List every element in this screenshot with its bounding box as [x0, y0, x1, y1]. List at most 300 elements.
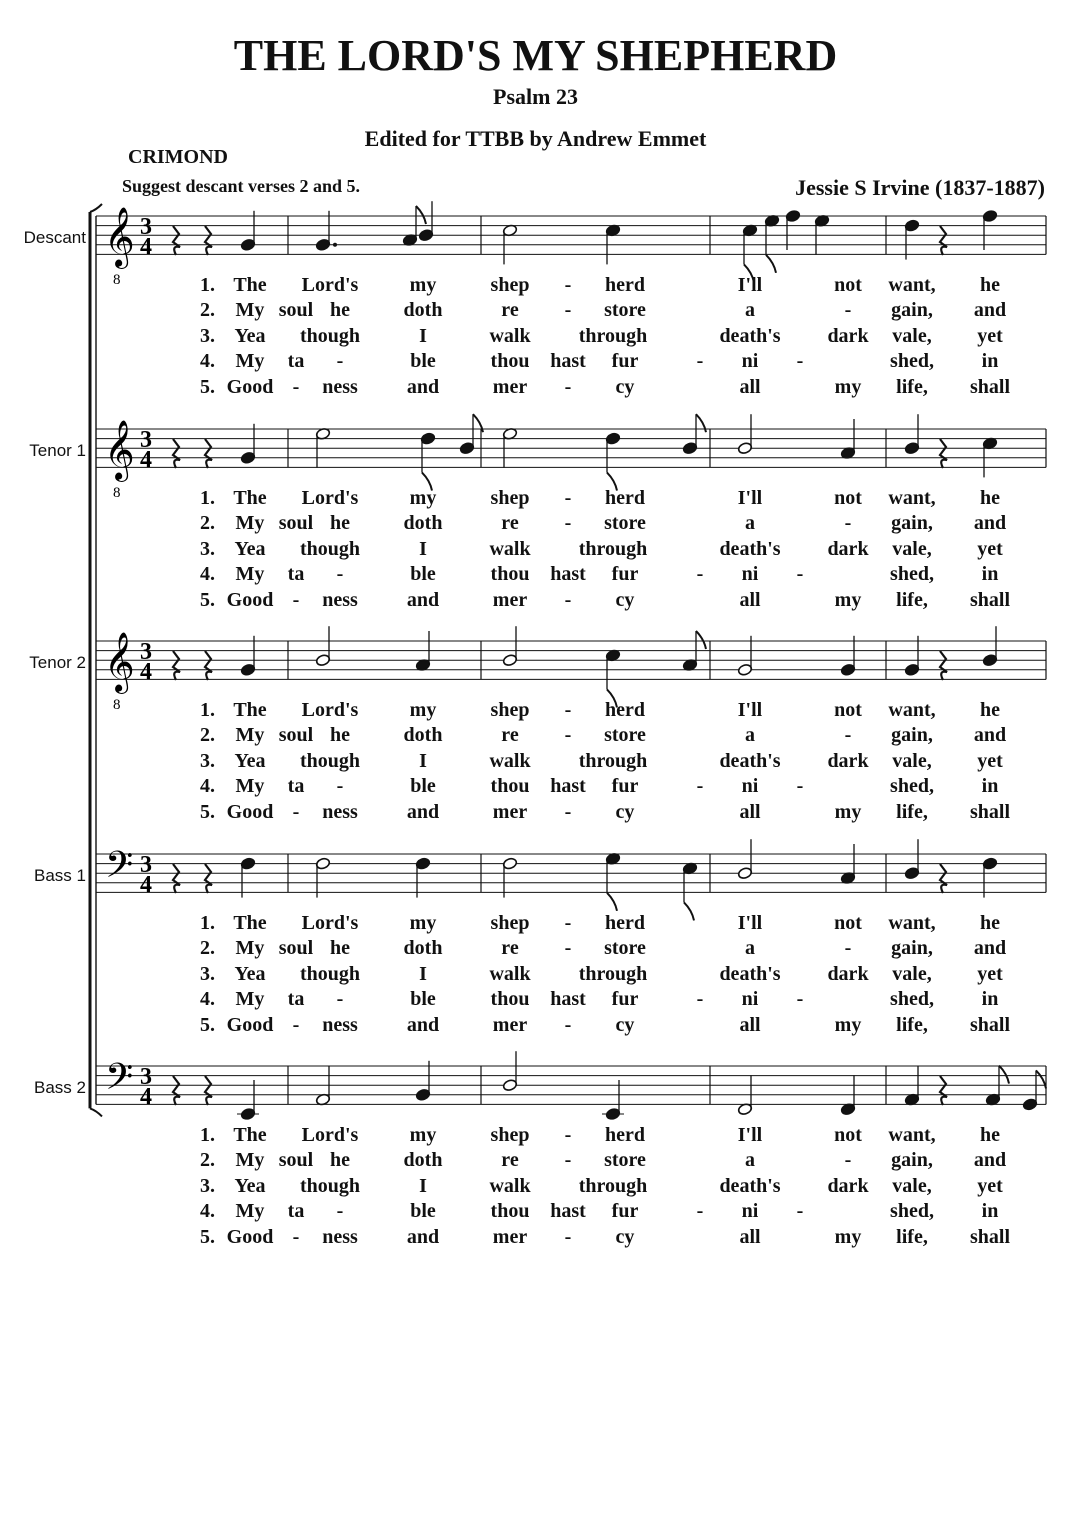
verse-number: 5.: [200, 1225, 215, 1248]
treble-clef-icon: 𝄞: [104, 420, 135, 480]
flag: [999, 1066, 1009, 1084]
lyric-syllable: a: [745, 299, 755, 322]
lyric-syllable: hast: [550, 988, 586, 1011]
lyric-syllable: ble: [410, 563, 436, 586]
lyric-syllable: fur: [611, 775, 639, 798]
lyric-syllable: dark: [827, 324, 869, 347]
lyric-syllable: dark: [827, 962, 869, 985]
lyric-syllable: yet: [977, 537, 1003, 560]
lyric-syllable: -: [796, 775, 804, 798]
lyric-syllable: through: [578, 1174, 648, 1197]
part-label: Tenor 1: [29, 441, 86, 460]
lyric-syllable: he: [330, 1149, 350, 1172]
lyric-syllable: and: [973, 299, 1007, 322]
lyric-syllable: thou: [490, 350, 530, 373]
lyric-syllable: in: [981, 775, 999, 798]
lyric-syllable: gain,: [891, 937, 933, 960]
lyric-syllable: Lord's: [301, 274, 359, 296]
lyric-syllable: in: [981, 988, 999, 1011]
lyric-syllable: he: [980, 487, 1000, 509]
quarter-rest-icon: [173, 1076, 180, 1105]
verse-number: 1.: [200, 274, 215, 296]
editor-credit: Edited for TTBB by Andrew Emmet: [364, 126, 707, 151]
verse-number: 2.: [200, 299, 215, 322]
verse-number: 4.: [200, 350, 215, 373]
lyric-syllable: Yea: [234, 1174, 266, 1197]
quarter-rest-icon: [940, 226, 947, 255]
lyric-syllable: my: [834, 800, 862, 823]
lyric-syllable: ness: [322, 375, 358, 398]
quarter-rest-icon: [205, 651, 212, 680]
lyric-syllable: hast: [550, 350, 586, 373]
lyric-syllable: vale,: [892, 537, 932, 560]
lyric-syllable: store: [604, 299, 646, 322]
time-sig-bottom: 4: [140, 659, 152, 685]
lyric-syllable: all: [739, 1013, 761, 1036]
lyric-syllable: life,: [896, 800, 928, 823]
time-sig-top: 3: [140, 214, 152, 240]
lyric-syllable: he: [980, 1124, 1000, 1146]
lyric-syllable: all: [739, 588, 761, 611]
lyric-syllable: fur: [611, 988, 639, 1011]
lyric-syllable: vale,: [892, 1174, 932, 1197]
lyric-syllable: -: [336, 775, 344, 798]
lyric-syllable: I'll: [737, 699, 763, 721]
part-label: Bass 1: [34, 866, 86, 885]
lyric-syllable: -: [564, 487, 572, 509]
lyric-syllable: ble: [410, 775, 436, 798]
verse-number: 2.: [200, 1149, 215, 1172]
lyric-syllable: soul: [278, 1149, 314, 1172]
lyric-syllable: shed,: [890, 1200, 934, 1223]
lyric-syllable: -: [292, 1225, 300, 1248]
lyric-syllable: want,: [888, 1124, 936, 1146]
lyric-syllable: hast: [550, 1200, 586, 1223]
verse-number: 5.: [200, 800, 215, 823]
quarter-rest-icon: [205, 864, 212, 893]
lyric-syllable: shall: [969, 375, 1011, 398]
bracket-top-hook: [90, 204, 102, 212]
lyric-syllable: -: [844, 1149, 852, 1172]
lyric-syllable: he: [330, 724, 350, 747]
quarter-rest-icon: [173, 226, 180, 255]
lyric-syllable: thou: [490, 1200, 530, 1223]
lyric-syllable: walk: [489, 749, 531, 772]
lyric-syllable: my: [834, 375, 862, 398]
lyric-syllable: dark: [827, 537, 869, 560]
lyric-syllable: I: [419, 962, 427, 985]
lyric-syllable: herd: [605, 274, 645, 296]
lyric-syllable: -: [844, 512, 852, 535]
lyric-syllable: in: [981, 563, 999, 586]
lyric-syllable: he: [980, 274, 1000, 296]
lyric-syllable: The: [233, 274, 267, 296]
verse-number: 3.: [200, 1174, 215, 1197]
lyric-syllable: I'll: [737, 274, 763, 296]
lyric-syllable: my: [409, 912, 437, 934]
lyric-syllable: a: [745, 937, 755, 960]
time-sig-top: 3: [140, 1064, 152, 1090]
lyric-syllable: fur: [611, 1200, 639, 1223]
lyric-syllable: my: [834, 588, 862, 611]
lyric-syllable: not: [834, 274, 862, 296]
lyric-syllable: herd: [605, 699, 645, 721]
lyric-syllable: my: [409, 274, 437, 296]
lyric-syllable: ta: [287, 1200, 305, 1223]
verse-number: 1.: [200, 699, 215, 721]
lyric-syllable: death's: [719, 749, 781, 772]
lyric-syllable: ni: [741, 1200, 759, 1223]
lyric-syllable: cy: [615, 1013, 635, 1036]
lyric-syllable: Lord's: [301, 699, 359, 721]
lyric-syllable: ness: [322, 800, 358, 823]
treble-clef-icon: 𝄞: [104, 632, 135, 692]
lyric-syllable: cy: [615, 800, 635, 823]
lyric-syllable: ni: [741, 775, 759, 798]
lyric-syllable: and: [973, 724, 1007, 747]
lyric-syllable: Lord's: [301, 1124, 359, 1146]
lyric-syllable: shall: [969, 1225, 1011, 1248]
lyric-syllable: and: [406, 1225, 440, 1248]
lyric-syllable: re: [501, 512, 519, 535]
lyric-syllable: -: [336, 988, 344, 1011]
verse-number: 4.: [200, 1200, 215, 1223]
lyric-syllable: shep: [490, 487, 530, 509]
lyric-syllable: soul: [278, 724, 314, 747]
time-sig-bottom: 4: [140, 447, 152, 473]
lyric-syllable: death's: [719, 1174, 781, 1197]
flag: [416, 206, 426, 224]
quarter-rest-icon: [940, 864, 947, 893]
lyric-syllable: My: [235, 512, 265, 535]
lyric-syllable: gain,: [891, 724, 933, 747]
lyric-syllable: ness: [322, 1013, 358, 1036]
lyric-syllable: my: [834, 1225, 862, 1248]
lyric-syllable: death's: [719, 962, 781, 985]
lyric-syllable: through: [578, 537, 648, 560]
lyric-syllable: -: [336, 563, 344, 586]
lyric-syllable: hast: [550, 563, 586, 586]
lyric-syllable: in: [981, 350, 999, 373]
lyric-syllable: -: [564, 588, 572, 611]
lyric-syllable: -: [696, 1200, 704, 1223]
lyric-syllable: though: [299, 537, 361, 560]
lyric-syllable: -: [564, 512, 572, 535]
lyric-syllable: shep: [490, 912, 530, 934]
octave-eight: 8: [113, 272, 121, 288]
lyric-syllable: shep: [490, 274, 530, 296]
lyric-syllable: soul: [278, 299, 314, 322]
lyric-syllable: herd: [605, 912, 645, 934]
lyric-syllable: shep: [490, 699, 530, 721]
lyric-syllable: -: [564, 1013, 572, 1036]
lyric-syllable: cy: [615, 375, 635, 398]
lyric-syllable: want,: [888, 487, 936, 509]
lyric-syllable: a: [745, 724, 755, 747]
lyric-syllable: -: [564, 699, 572, 721]
lyric-syllable: vale,: [892, 749, 932, 772]
lyric-syllable: doth: [403, 1149, 443, 1172]
verse-number: 1.: [200, 487, 215, 509]
time-sig-bottom: 4: [140, 1084, 152, 1110]
lyric-syllable: all: [739, 800, 761, 823]
lyric-syllable: -: [696, 775, 704, 798]
lyric-syllable: fur: [611, 350, 639, 373]
lyric-syllable: The: [233, 1124, 267, 1146]
lyric-syllable: Good: [226, 375, 274, 398]
verse-number: 3.: [200, 324, 215, 347]
quarter-rest-icon: [205, 439, 212, 468]
quarter-rest-icon: [940, 1076, 947, 1105]
lyric-syllable: Good: [226, 1225, 274, 1248]
lyric-syllable: ni: [741, 563, 759, 586]
lyric-syllable: mer: [492, 1013, 528, 1036]
lyric-syllable: all: [739, 375, 761, 398]
lyric-syllable: thou: [490, 775, 530, 798]
lyric-syllable: herd: [605, 487, 645, 509]
lyric-syllable: walk: [489, 537, 531, 560]
verse-number: 1.: [200, 912, 215, 934]
lyric-syllable: ni: [741, 988, 759, 1011]
lyric-syllable: dark: [827, 749, 869, 772]
verse-number: 2.: [200, 512, 215, 535]
lyric-syllable: fur: [611, 563, 639, 586]
lyric-syllable: I'll: [737, 912, 763, 934]
flag: [684, 902, 694, 920]
lyric-syllable: ta: [287, 563, 305, 586]
lyric-syllable: thou: [490, 988, 530, 1011]
lyric-syllable: ble: [410, 988, 436, 1011]
lyric-syllable: yet: [977, 962, 1003, 985]
lyric-syllable: ble: [410, 1200, 436, 1223]
lyric-syllable: vale,: [892, 962, 932, 985]
lyric-syllable: Lord's: [301, 912, 359, 934]
lyric-syllable: -: [696, 350, 704, 373]
lyric-syllable: -: [292, 375, 300, 398]
lyric-syllable: my: [409, 487, 437, 509]
lyric-syllable: -: [564, 1124, 572, 1146]
octave-eight: 8: [113, 485, 121, 501]
lyric-syllable: I'll: [737, 1124, 763, 1146]
lyric-syllable: through: [578, 962, 648, 985]
time-sig-top: 3: [140, 852, 152, 878]
lyric-syllable: Good: [226, 588, 274, 611]
lyric-syllable: doth: [403, 299, 443, 322]
lyric-syllable: mer: [492, 800, 528, 823]
flag: [696, 631, 706, 649]
lyric-syllable: shed,: [890, 350, 934, 373]
flag: [607, 893, 617, 911]
lyric-syllable: doth: [403, 512, 443, 535]
lyric-syllable: and: [973, 1149, 1007, 1172]
verse-number: 4.: [200, 775, 215, 798]
lyric-syllable: Good: [226, 1013, 274, 1036]
lyric-syllable: My: [235, 299, 265, 322]
lyric-syllable: Yea: [234, 324, 266, 347]
lyric-syllable: store: [604, 724, 646, 747]
lyric-syllable: my: [834, 1013, 862, 1036]
lyric-syllable: The: [233, 912, 267, 934]
quarter-rest-icon: [173, 439, 180, 468]
lyric-syllable: -: [844, 724, 852, 747]
lyric-syllable: a: [745, 1149, 755, 1172]
lyric-syllable: a: [745, 512, 755, 535]
lyric-syllable: gain,: [891, 299, 933, 322]
time-sig-bottom: 4: [140, 234, 152, 260]
lyric-syllable: The: [233, 487, 267, 509]
lyric-syllable: mer: [492, 375, 528, 398]
composer-credit: Jessie S Irvine (1837-1887): [795, 175, 1045, 200]
lyric-syllable: gain,: [891, 512, 933, 535]
lyric-syllable: re: [501, 1149, 519, 1172]
lyric-syllable: my: [409, 699, 437, 721]
lyric-syllable: cy: [615, 1225, 635, 1248]
lyric-syllable: he: [330, 937, 350, 960]
quarter-rest-icon: [173, 651, 180, 680]
lyric-syllable: -: [796, 350, 804, 373]
lyric-syllable: -: [564, 800, 572, 823]
verse-number: 1.: [200, 1124, 215, 1146]
lyric-syllable: -: [564, 1149, 572, 1172]
lyric-syllable: Yea: [234, 537, 266, 560]
lyric-syllable: ness: [322, 588, 358, 611]
lyric-syllable: not: [834, 1124, 862, 1146]
verse-number: 2.: [200, 937, 215, 960]
lyric-syllable: shep: [490, 1124, 530, 1146]
lyric-syllable: -: [292, 588, 300, 611]
lyric-syllable: want,: [888, 699, 936, 721]
lyric-syllable: My: [235, 563, 265, 586]
dot: [333, 243, 337, 247]
lyric-syllable: I'll: [737, 487, 763, 509]
lyric-syllable: My: [235, 937, 265, 960]
lyric-syllable: -: [796, 563, 804, 586]
lyric-syllable: and: [406, 588, 440, 611]
lyric-syllable: re: [501, 299, 519, 322]
lyric-syllable: shall: [969, 1013, 1011, 1036]
lyric-syllable: yet: [977, 749, 1003, 772]
lyric-syllable: -: [844, 299, 852, 322]
lyric-syllable: My: [235, 724, 265, 747]
lyric-syllable: My: [235, 1200, 265, 1223]
lyric-syllable: I: [419, 324, 427, 347]
verse-number: 5.: [200, 375, 215, 398]
lyric-syllable: My: [235, 350, 265, 373]
lyric-syllable: through: [578, 324, 648, 347]
lyric-syllable: in: [981, 1200, 999, 1223]
lyric-syllable: though: [299, 1174, 361, 1197]
lyric-syllable: My: [235, 775, 265, 798]
lyric-syllable: ni: [741, 350, 759, 373]
lyric-syllable: -: [336, 350, 344, 373]
bracket-bottom-hook: [90, 1108, 102, 1116]
lyric-syllable: -: [696, 563, 704, 586]
lyric-syllable: shed,: [890, 775, 934, 798]
part-label: Bass 2: [34, 1078, 86, 1097]
lyric-syllable: Yea: [234, 749, 266, 772]
lyric-syllable: store: [604, 512, 646, 535]
lyric-syllable: -: [696, 988, 704, 1011]
subtitle: Psalm 23: [493, 84, 578, 109]
lyric-syllable: walk: [489, 962, 531, 985]
verse-number: 2.: [200, 724, 215, 747]
lyric-syllable: death's: [719, 537, 781, 560]
lyric-syllable: though: [299, 749, 361, 772]
lyric-syllable: life,: [896, 1225, 928, 1248]
octave-eight: 8: [113, 697, 121, 713]
lyric-syllable: ta: [287, 988, 305, 1011]
lyric-syllable: -: [292, 800, 300, 823]
lyric-syllable: he: [330, 512, 350, 535]
lyric-syllable: he: [980, 912, 1000, 934]
lyric-syllable: My: [235, 1149, 265, 1172]
lyric-syllable: life,: [896, 588, 928, 611]
lyric-syllable: store: [604, 937, 646, 960]
lyric-syllable: hast: [550, 775, 586, 798]
lyric-syllable: want,: [888, 274, 936, 296]
lyric-syllable: herd: [605, 1124, 645, 1146]
lyric-syllable: Good: [226, 800, 274, 823]
lyric-syllable: I: [419, 749, 427, 772]
lyric-syllable: yet: [977, 324, 1003, 347]
lyric-syllable: life,: [896, 375, 928, 398]
time-sig-top: 3: [140, 639, 152, 665]
lyric-syllable: soul: [278, 512, 314, 535]
lyric-syllable: mer: [492, 1225, 528, 1248]
lyric-syllable: -: [564, 937, 572, 960]
lyric-syllable: -: [564, 1225, 572, 1248]
quarter-rest-icon: [940, 439, 947, 468]
lyric-syllable: walk: [489, 1174, 531, 1197]
quarter-rest-icon: [205, 1076, 212, 1105]
lyric-syllable: ta: [287, 350, 305, 373]
verse-number: 3.: [200, 749, 215, 772]
lyric-syllable: shall: [969, 800, 1011, 823]
lyric-syllable: I: [419, 537, 427, 560]
part-label: Tenor 2: [29, 653, 86, 672]
lyric-syllable: -: [564, 299, 572, 322]
verse-number: 3.: [200, 962, 215, 985]
lyric-syllable: ble: [410, 350, 436, 373]
lyric-syllable: dark: [827, 1174, 869, 1197]
lyric-syllable: ta: [287, 775, 305, 798]
lyric-syllable: re: [501, 724, 519, 747]
time-sig-bottom: 4: [140, 872, 152, 898]
lyric-syllable: not: [834, 487, 862, 509]
lyric-syllable: not: [834, 912, 862, 934]
lyric-syllable: life,: [896, 1013, 928, 1036]
verse-number: 5.: [200, 588, 215, 611]
lyric-syllable: he: [330, 299, 350, 322]
lyric-syllable: through: [578, 749, 648, 772]
descant-note: Suggest descant verses 2 and 5.: [122, 176, 361, 196]
lyric-syllable: yet: [977, 1174, 1003, 1197]
lyric-syllable: -: [564, 912, 572, 934]
lyric-syllable: want,: [888, 912, 936, 934]
lyric-syllable: -: [796, 988, 804, 1011]
lyric-syllable: and: [406, 375, 440, 398]
lyric-syllable: -: [564, 274, 572, 296]
lyric-syllable: not: [834, 699, 862, 721]
bass-clef-icon: 𝄢: [105, 844, 134, 895]
lyric-syllable: though: [299, 962, 361, 985]
lyric-syllable: doth: [403, 724, 443, 747]
verse-number: 5.: [200, 1013, 215, 1036]
lyric-syllable: cy: [615, 588, 635, 611]
lyric-syllable: -: [564, 724, 572, 747]
lyric-syllable: -: [292, 1013, 300, 1036]
lyric-syllable: gain,: [891, 1149, 933, 1172]
